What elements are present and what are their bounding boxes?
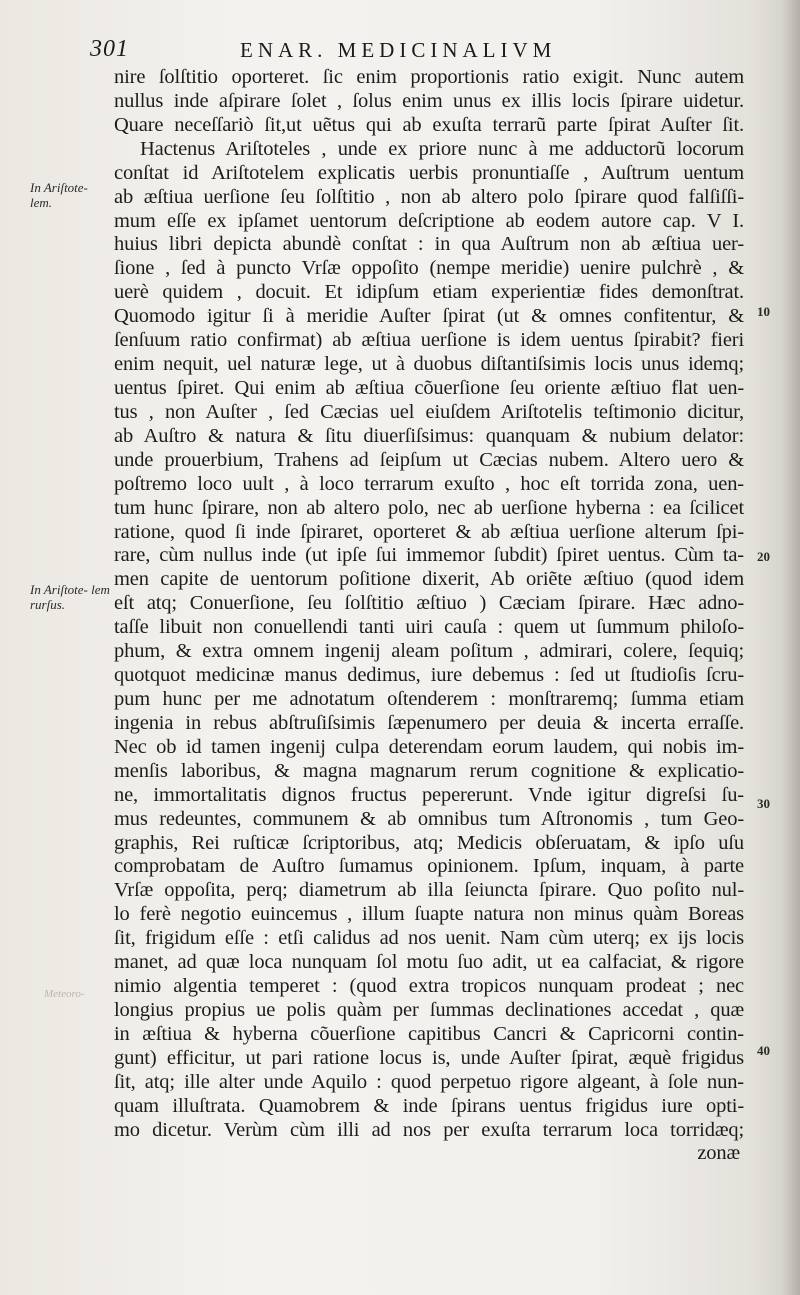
text-line: ingenia in rebus abſtruſiſsimis ſæpenumero per deuia & incerta erraſſe. xyxy=(114,711,744,734)
text-line: rare, cùm nullus inde (ut ipſe ſui immemor ſubdit) ſpiret uentus. Cùm ta- xyxy=(114,544,744,567)
running-head: ENAR. MEDICINALIVM xyxy=(240,38,557,62)
text-line: graphis, Rei ruſticæ ſcriptoribus, atq; Medicis obſeruatam, & ipſo uſu xyxy=(114,831,744,854)
text-line: ab æſtiua uerſione ſeu ſolſtitio , non ab altero polo ſpirare quod falſiſſi- xyxy=(114,185,744,208)
text-line: ſit, atq; ille alter unde Aquilo : quod perpetuo rigore algeant, à ſole nun- xyxy=(114,1070,744,1093)
text-line: poſtremo loco uult , à loco terrarum exuſto , hoc eſt torrida zona, uen- xyxy=(114,472,744,495)
text-line: eſt atq; Conuerſione, ſeu ſolſtitio æſtiuo ) Cæciam ſpirare. Hæc adno- xyxy=(114,592,744,615)
bleed-through-text: Meteoro- xyxy=(44,988,85,1000)
line-number-30: 30 xyxy=(757,796,770,811)
text-line: longius propius ue polis quàm per ſummas declinationes accedat , quæ xyxy=(114,998,744,1021)
line-number-10: 10 xyxy=(757,304,770,319)
text-line: comprobatam de Auſtro ſumamus opinionem. Ipſum, inquam, à parte xyxy=(114,855,744,878)
text-line: ne, immortalitatis dignos fructus pepererunt. Vnde igitur digreſsi ſu- xyxy=(114,783,744,806)
text-line: ab Auſtro & natura & ſitu diuerſiſsimus: quanquam & nubium delator: xyxy=(114,424,744,447)
text-line: mus redeuntes, communem & ab omnibus tum Aſtronomis , tum Geo- xyxy=(114,807,744,830)
page-number: 301 xyxy=(90,36,129,62)
text-line: pum hunc per me adnotatum oſtenderem : monſtraremq; ſumma etiam xyxy=(114,687,744,710)
margin-note-in-aristotelem-rursus: In Ariſtote- lem rurſus. xyxy=(30,582,110,612)
margin-note-in-aristotelem: In Ariſtote- lem. xyxy=(30,180,88,210)
text-line: taſſe libuit non conuellendi tanti uiri cauſa : quem ut ſummum philoſo- xyxy=(114,616,744,639)
text-line: ratione, quod ſi inde ſpiraret, oporteret & ab æſtiua uerſione alterum ſpi- xyxy=(114,520,744,543)
text-line: huius libri depicta abundè conſtat : in qua Auſtrum non ab æſtiua uer- xyxy=(114,233,744,256)
main-text-block xyxy=(114,66,744,1166)
text-line: tus , non Auſter , ſed Cæcias uel eiuſdem Ariſtotelis teſtimonio dicitur, xyxy=(114,400,744,423)
text-line: Quomodo igitur ſi à meridie Auſter ſpirat (ut & omnes confitentur, & xyxy=(114,305,744,328)
text-line: Quare neceſſariò ſit,ut uẽtus qui ab exuſta terrarũ parte ſpirat Auſter ſit. xyxy=(114,113,744,136)
text-line: Hactenus Ariſtoteles , unde ex priore nunc à me adductorũ locorum xyxy=(140,137,744,160)
text-line: lo ferè negotio euincemus , illum ſuapte natura non minus quàm Boreas xyxy=(114,903,744,926)
text-line: nullus inde aſpirare ſolet , ſolus enim unus ex illis locis ſpirare uidetur. xyxy=(114,89,744,112)
text-line: quotquot medicinæ manus dedimus, iure debemus : ſed ut ſtudioſis ſcru- xyxy=(114,664,744,687)
text-line: unde prouerbium, Trahens ad ſeipſum ut Cæcias nubem. Altero uero & xyxy=(114,448,744,471)
text-line: uentus ſpiret. Qui enim ab æſtiua cõuerſione ſeu oriente æſtiuo flat uen- xyxy=(114,376,744,399)
text-line: Nec ob id tamen ingenij culpa deterendam eorum laudem, qui nobis im- xyxy=(114,735,744,758)
text-line: uerè quidem , docuit. Et idipſum etiam experientiæ fides demonſtrat. xyxy=(114,281,744,304)
text-line: mo dicetur. Verùm cùm illi ad nos per exuſta terrarum loca torridæq; xyxy=(114,1118,744,1141)
text-line: men capite de uentorum poſitione dixerit, Ab oriẽte æſtiuo (quod idem xyxy=(114,568,744,591)
text-line: conſtat id Ariſtotelem explicatis uerbis pronuntiaſſe , Auſtrum uentum xyxy=(114,161,744,184)
text-line: Vrſæ oppoſita, perq; diametrum ab illa ſeiuncta ſpirare. Quo poſito nul- xyxy=(114,879,744,902)
text-line: mum eſſe ex ipſamet uentorum deſcriptione ab eodem autore cap. V I. xyxy=(114,209,744,232)
text-line: manet, ad quæ loca nunquam ſol motu ſuo adit, ut ea calfaciat, & rigore xyxy=(114,951,744,974)
text-line: enim nequit, uel naturæ lege, ut à duobus diſtantiſsimis locis unus idemq; xyxy=(114,353,744,376)
page-header xyxy=(90,36,730,66)
text-line: menſis laboribus, & magna magnarum rerum cognitione & explicatio- xyxy=(114,759,744,782)
text-line: ſit, frigidum eſſe : etſi calidus ad nos uenit. Nam cùm uterq; ex ijs locis xyxy=(114,927,744,950)
text-line: gunt) efficitur, ut pari ratione locus is, unde Auſter ſpirat, æquè frigidus xyxy=(114,1046,744,1069)
text-line: ſione , ſed à puncto Vrſæ oppoſito (nempe meridie) uenire pulchrè , & xyxy=(114,257,744,280)
text-line: in æſtiua & hyberna cõuerſione capitibus Cancri & Capricorni contin- xyxy=(114,1022,744,1045)
text-line: phum, & extra omnem ingenij aleam poſitum , admirari, colere, ſequiq; xyxy=(114,640,744,663)
catchword: zonæ xyxy=(697,1142,740,1165)
text-line: ſenſuum ratio confirmat) ab æſtiua uerſione is idem uentus ſpirabit? fieri xyxy=(114,329,744,352)
text-line: nire ſolſtitio oporteret. ſic enim proportionis ratio exigit. Nunc autem xyxy=(114,66,744,88)
text-line: quam illuſtrata. Quamobrem & inde ſpirans uentus frigidus iure opti- xyxy=(114,1094,744,1117)
line-number-20: 20 xyxy=(757,549,770,564)
line-number-40: 40 xyxy=(757,1043,770,1058)
text-line: tum hunc ſpirare, non ab altero polo, nec ab uerſione hyberna : ea ſcilicet xyxy=(114,496,744,519)
text-line: nimio algentia temperet : (quod extra tropicos nunquam prodeat ; nec xyxy=(114,975,744,998)
